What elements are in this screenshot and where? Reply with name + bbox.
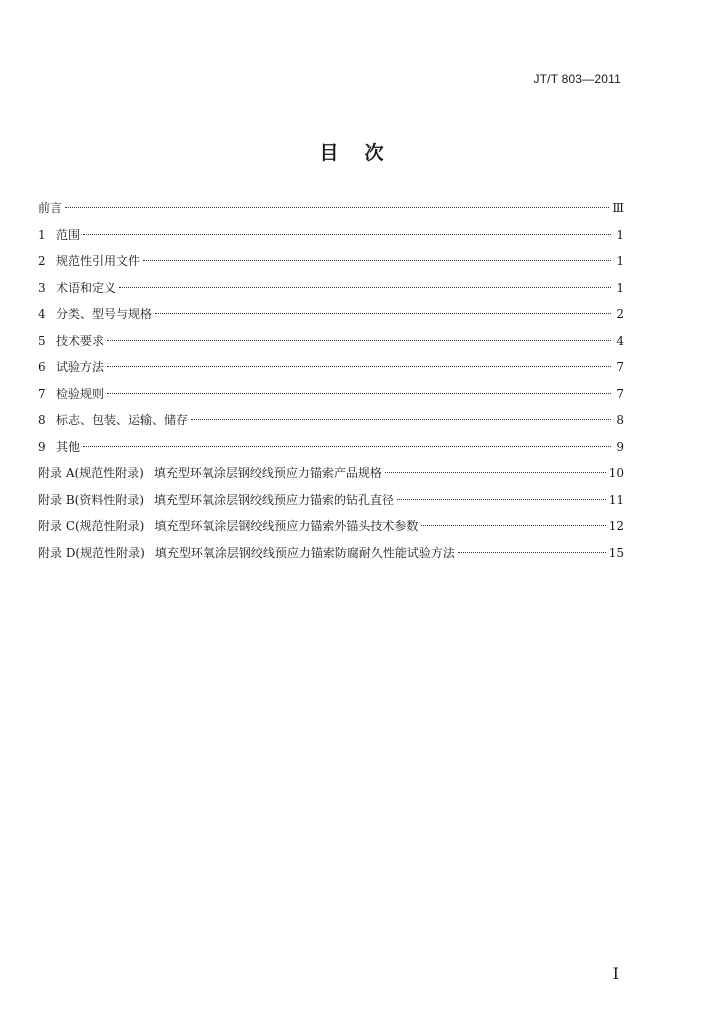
toc-entry-6[interactable] [38, 357, 624, 384]
dot-leader [155, 313, 611, 314]
dot-leader [397, 499, 606, 500]
toc-entry-foreword[interactable] [38, 198, 624, 225]
entry-number: 4 [38, 307, 46, 321]
dot-leader [421, 525, 605, 526]
entry-number: 8 [38, 413, 46, 427]
toc-entry-5[interactable] [38, 331, 624, 358]
entry-number: 9 [38, 439, 46, 454]
entry-title: 范围 [56, 227, 81, 242]
entry-number: 1 [38, 227, 46, 242]
entry-page: Ⅲ [612, 201, 624, 215]
table-of-contents [38, 198, 624, 569]
entry-number: 附录 B(资料性附录) [38, 492, 144, 507]
entry-page: 7 [616, 386, 624, 401]
entry-page: 9 [616, 439, 624, 454]
entry-title: 试验方法 [56, 360, 105, 374]
entry-title: 前言 [38, 201, 63, 215]
entry-number: 附录 C(规范性附录) [38, 519, 145, 533]
page-number: I [612, 964, 619, 983]
page-title: 目次 [319, 142, 410, 164]
entry-page: 8 [616, 413, 624, 427]
entry-page: 12 [608, 519, 624, 533]
entry-title: 填充型环氧涂层钢绞线预应力锚索产品规格 [153, 466, 382, 480]
dot-leader [191, 419, 611, 420]
entry-title: 术语和定义 [56, 280, 117, 295]
entry-page: 1 [616, 227, 624, 242]
document-code: JT/T 803—2011 [533, 72, 621, 86]
dot-leader [83, 234, 611, 235]
entry-page: 15 [608, 545, 624, 560]
entry-title: 检验规则 [56, 386, 105, 401]
entry-number: 7 [38, 386, 46, 401]
dot-leader [83, 446, 611, 447]
dot-leader [143, 260, 611, 261]
toc-entry-9[interactable] [38, 437, 624, 464]
dot-leader [385, 472, 606, 473]
entry-page: 11 [608, 492, 624, 507]
entry-title: 其他 [56, 439, 81, 454]
dot-leader [65, 207, 609, 208]
entry-title: 标志、包装、运输、储存 [56, 413, 189, 427]
entry-page: 1 [616, 280, 624, 295]
toc-entry-2[interactable] [38, 251, 624, 278]
entry-number: 2 [38, 254, 46, 268]
entry-title: 分类、型号与规格 [56, 307, 153, 321]
toc-entry-7[interactable] [38, 384, 624, 411]
dot-leader [107, 340, 611, 341]
toc-entry-3[interactable] [38, 278, 624, 305]
entry-title: 填充型环氧涂层钢绞线预应力锚索防腐耐久性能试验方法 [154, 545, 455, 560]
entry-title: 填充型环氧涂层钢绞线预应力锚索的钻孔直径 [154, 492, 395, 507]
entry-number: 3 [38, 280, 46, 295]
dot-leader [119, 287, 611, 288]
dot-leader [107, 393, 611, 394]
toc-entry-4[interactable] [38, 304, 624, 331]
entry-page: 1 [616, 254, 624, 268]
entry-title: 规范性引用文件 [56, 254, 141, 268]
entry-page: 2 [616, 307, 624, 321]
entry-page: 7 [616, 360, 624, 374]
toc-entry-appendix-c[interactable] [38, 516, 624, 543]
toc-entry-1[interactable] [38, 225, 624, 252]
toc-entry-appendix-a[interactable] [38, 463, 624, 490]
entry-title: 填充型环氧涂层钢绞线预应力锚索外锚头技术参数 [154, 519, 419, 533]
entry-number: 附录 A(规范性附录) [38, 466, 144, 480]
entry-number: 5 [38, 333, 46, 348]
toc-entry-appendix-b[interactable] [38, 490, 624, 517]
entry-title: 技术要求 [56, 333, 105, 348]
toc-entry-appendix-d[interactable] [38, 543, 624, 570]
dot-leader [107, 366, 611, 367]
toc-entry-8[interactable] [38, 410, 624, 437]
entry-number: 附录 D(规范性附录) [38, 545, 145, 560]
entry-page: 10 [608, 466, 624, 480]
entry-number: 6 [38, 360, 46, 374]
entry-page: 4 [616, 333, 624, 348]
dot-leader [458, 552, 606, 553]
